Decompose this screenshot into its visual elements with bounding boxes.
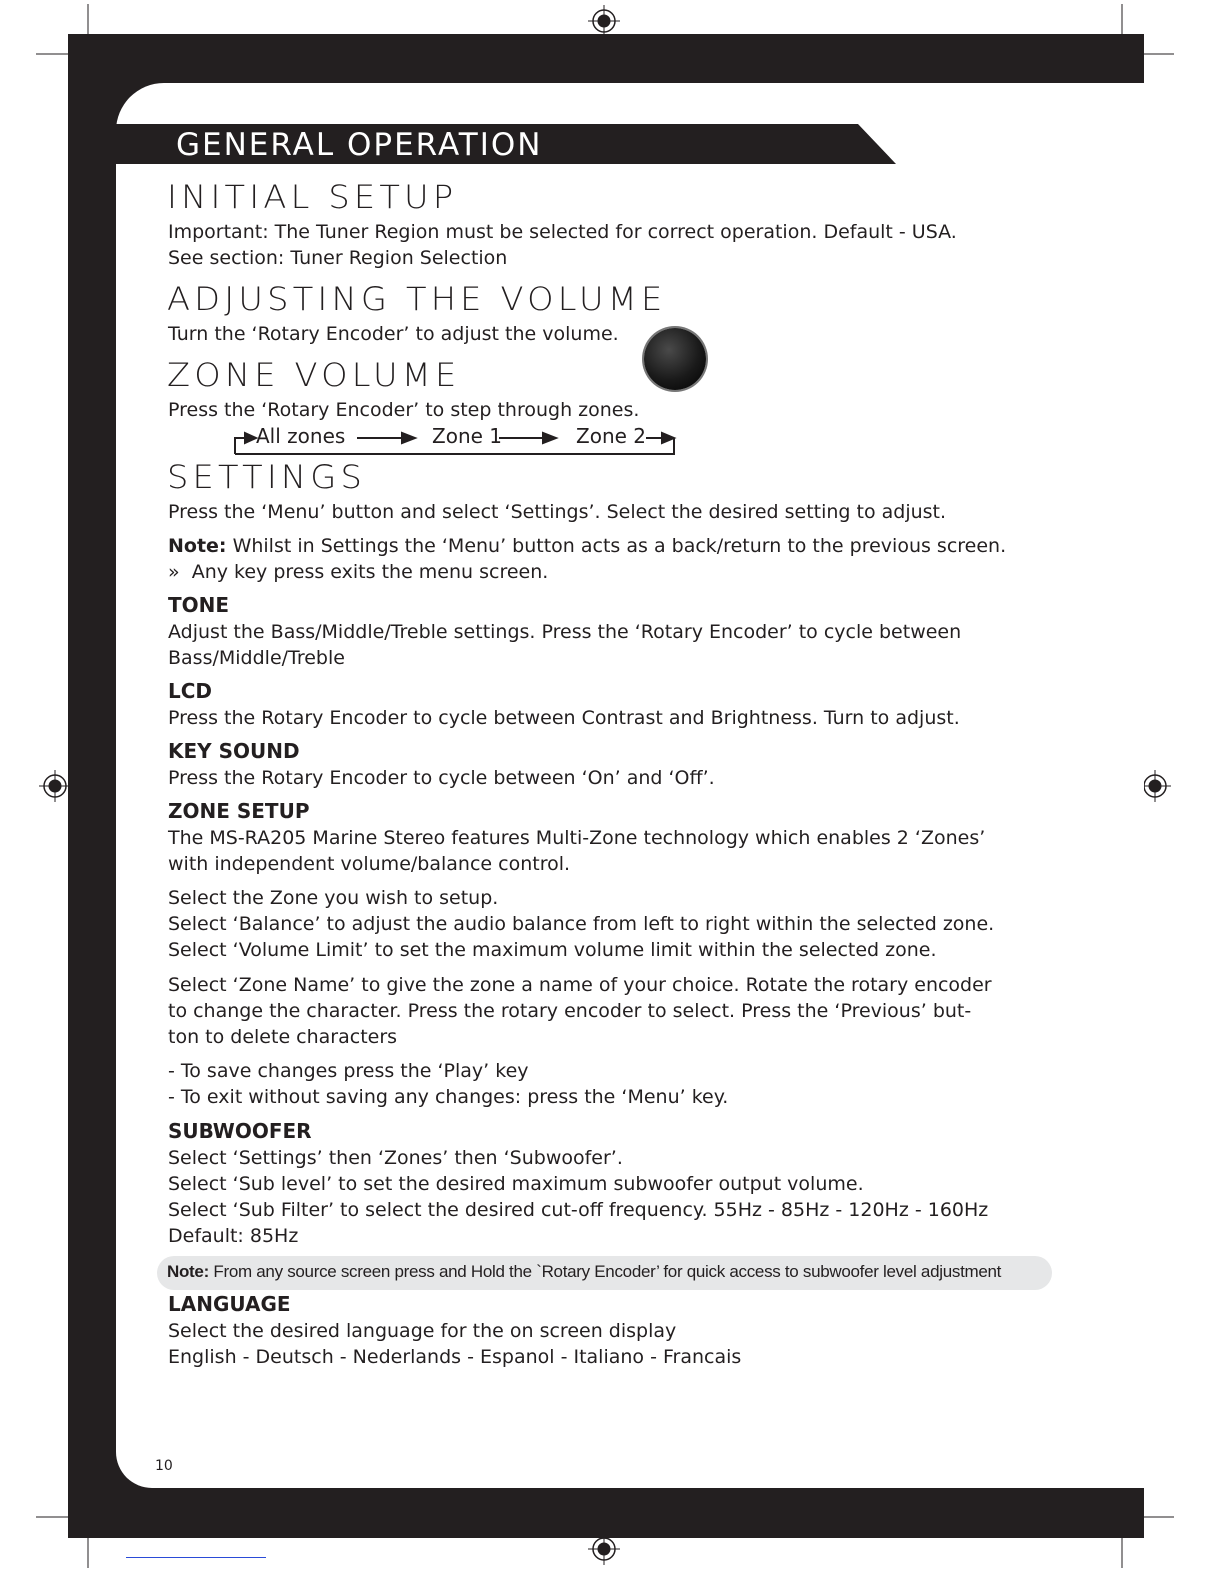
zone-setup-line-2: with independent volume/balance control. <box>168 853 571 875</box>
cycle-zone-2: Zone 2 <box>576 424 646 448</box>
heading-key-sound: KEY SOUND <box>168 739 300 763</box>
zone-setup-line-5: Select ‘Volume Limit’ to set the maximum volume limit within the selected zone. <box>168 939 937 961</box>
registration-mark-top <box>588 5 620 37</box>
zone-setup-line-8: ton to delete characters <box>168 1026 398 1048</box>
key-sound-line: Press the Rotary Encoder to cycle between ‘On’ and ‘Off’. <box>168 767 715 789</box>
zone-volume-line: Press the ‘Rotary Encoder’ to step through zones. <box>168 399 640 421</box>
heading-initial-setup: INITIAL SETUP <box>167 178 458 216</box>
zone-setup-line-9: - To save changes press the ‘Play’ key <box>168 1060 529 1082</box>
tone-line-2: Bass/Middle/Treble <box>168 647 345 669</box>
heading-adjusting-volume: ADJUSTING THE VOLUME <box>167 280 667 318</box>
cycle-all-zones: All zones <box>256 424 346 448</box>
settings-any-key: » Any key press exits the menu screen. <box>168 561 549 583</box>
heading-settings: SETTINGS <box>167 458 367 496</box>
subwoofer-line-1: Select ‘Settings’ then ‘Zones’ then ‘Subwoofer’. <box>168 1147 623 1169</box>
language-line-2: English - Deutsch - Nederlands - Espanol - Italiano - Francais <box>168 1346 742 1368</box>
zone-setup-line-3: Select the Zone you wish to setup. <box>168 887 499 909</box>
adjusting-volume-line: Turn the ‘Rotary Encoder’ to adjust the volume. <box>168 323 619 345</box>
initial-setup-line-2: See section: Tuner Region Selection <box>168 247 508 269</box>
settings-note-label: Note: <box>168 535 227 557</box>
zone-setup-line-6: Select ‘Zone Name’ to give the zone a name of your choice. Rotate the rotary encoder <box>168 974 992 996</box>
zone-setup-line-7: to change the character. Press the rotary encoder to select. Press the ‘Previous’ but- <box>168 1000 972 1022</box>
subwoofer-note <box>167 1262 1001 1282</box>
settings-note-text: Whilst in Settings the ‘Menu’ button acts as a back/return to the previous screen. <box>226 535 1007 557</box>
zone-setup-line-1: The MS-RA205 Marine Stereo features Multi-Zone technology which enables 2 ‘Zones’ <box>168 827 986 849</box>
heading-lcd: LCD <box>168 679 213 703</box>
subwoofer-line-3: Select ‘Sub Filter’ to select the desired cut-off frequency. 55Hz - 85Hz - 120Hz - 160Hz <box>168 1199 989 1221</box>
rotary-encoder-knob-image <box>644 328 706 390</box>
cycle-zone-1: Zone 1 <box>432 424 502 448</box>
heading-tone: TONE <box>168 593 230 617</box>
settings-note <box>168 533 1006 559</box>
initial-setup-line-1: Important: The Tuner Region must be selected for correct operation. Default - USA. <box>168 221 957 243</box>
language-line-1: Select the desired language for the on screen display <box>168 1320 677 1342</box>
subwoofer-note-label: Note: <box>167 1262 209 1281</box>
footer-rule <box>126 1557 266 1558</box>
page-number: 10 <box>155 1458 173 1474</box>
subwoofer-line-4: Default: 85Hz <box>168 1225 299 1247</box>
zone-setup-line-10: - To exit without saving any changes: press the ‘Menu’ key. <box>168 1086 729 1108</box>
lcd-line: Press the Rotary Encoder to cycle between Contrast and Brightness. Turn to adjust. <box>168 707 960 729</box>
heading-language: LANGUAGE <box>168 1292 291 1316</box>
heading-subwoofer: SUBWOOFER <box>168 1119 312 1143</box>
heading-zone-volume: ZONE VOLUME <box>167 356 461 394</box>
zone-setup-line-4: Select ‘Balance’ to adjust the audio balance from left to right within the selected zone. <box>168 913 995 935</box>
heading-zone-setup: ZONE SETUP <box>168 799 310 823</box>
registration-mark-left <box>39 770 71 802</box>
subwoofer-line-2: Select ‘Sub level’ to set the desired maximum subwoofer output volume. <box>168 1173 864 1195</box>
subwoofer-note-text: From any source screen press and Hold the `Rotary Encoder’ for quick access to subwoofer level adjustment <box>208 1262 1002 1281</box>
tone-line-1: Adjust the Bass/Middle/Treble settings. Press the ‘Rotary Encoder’ to cycle between <box>168 621 962 643</box>
banner-title: GENERAL OPERATION <box>176 127 543 163</box>
settings-intro: Press the ‘Menu’ button and select ‘Settings’. Select the desired setting to adjust. <box>168 501 947 523</box>
